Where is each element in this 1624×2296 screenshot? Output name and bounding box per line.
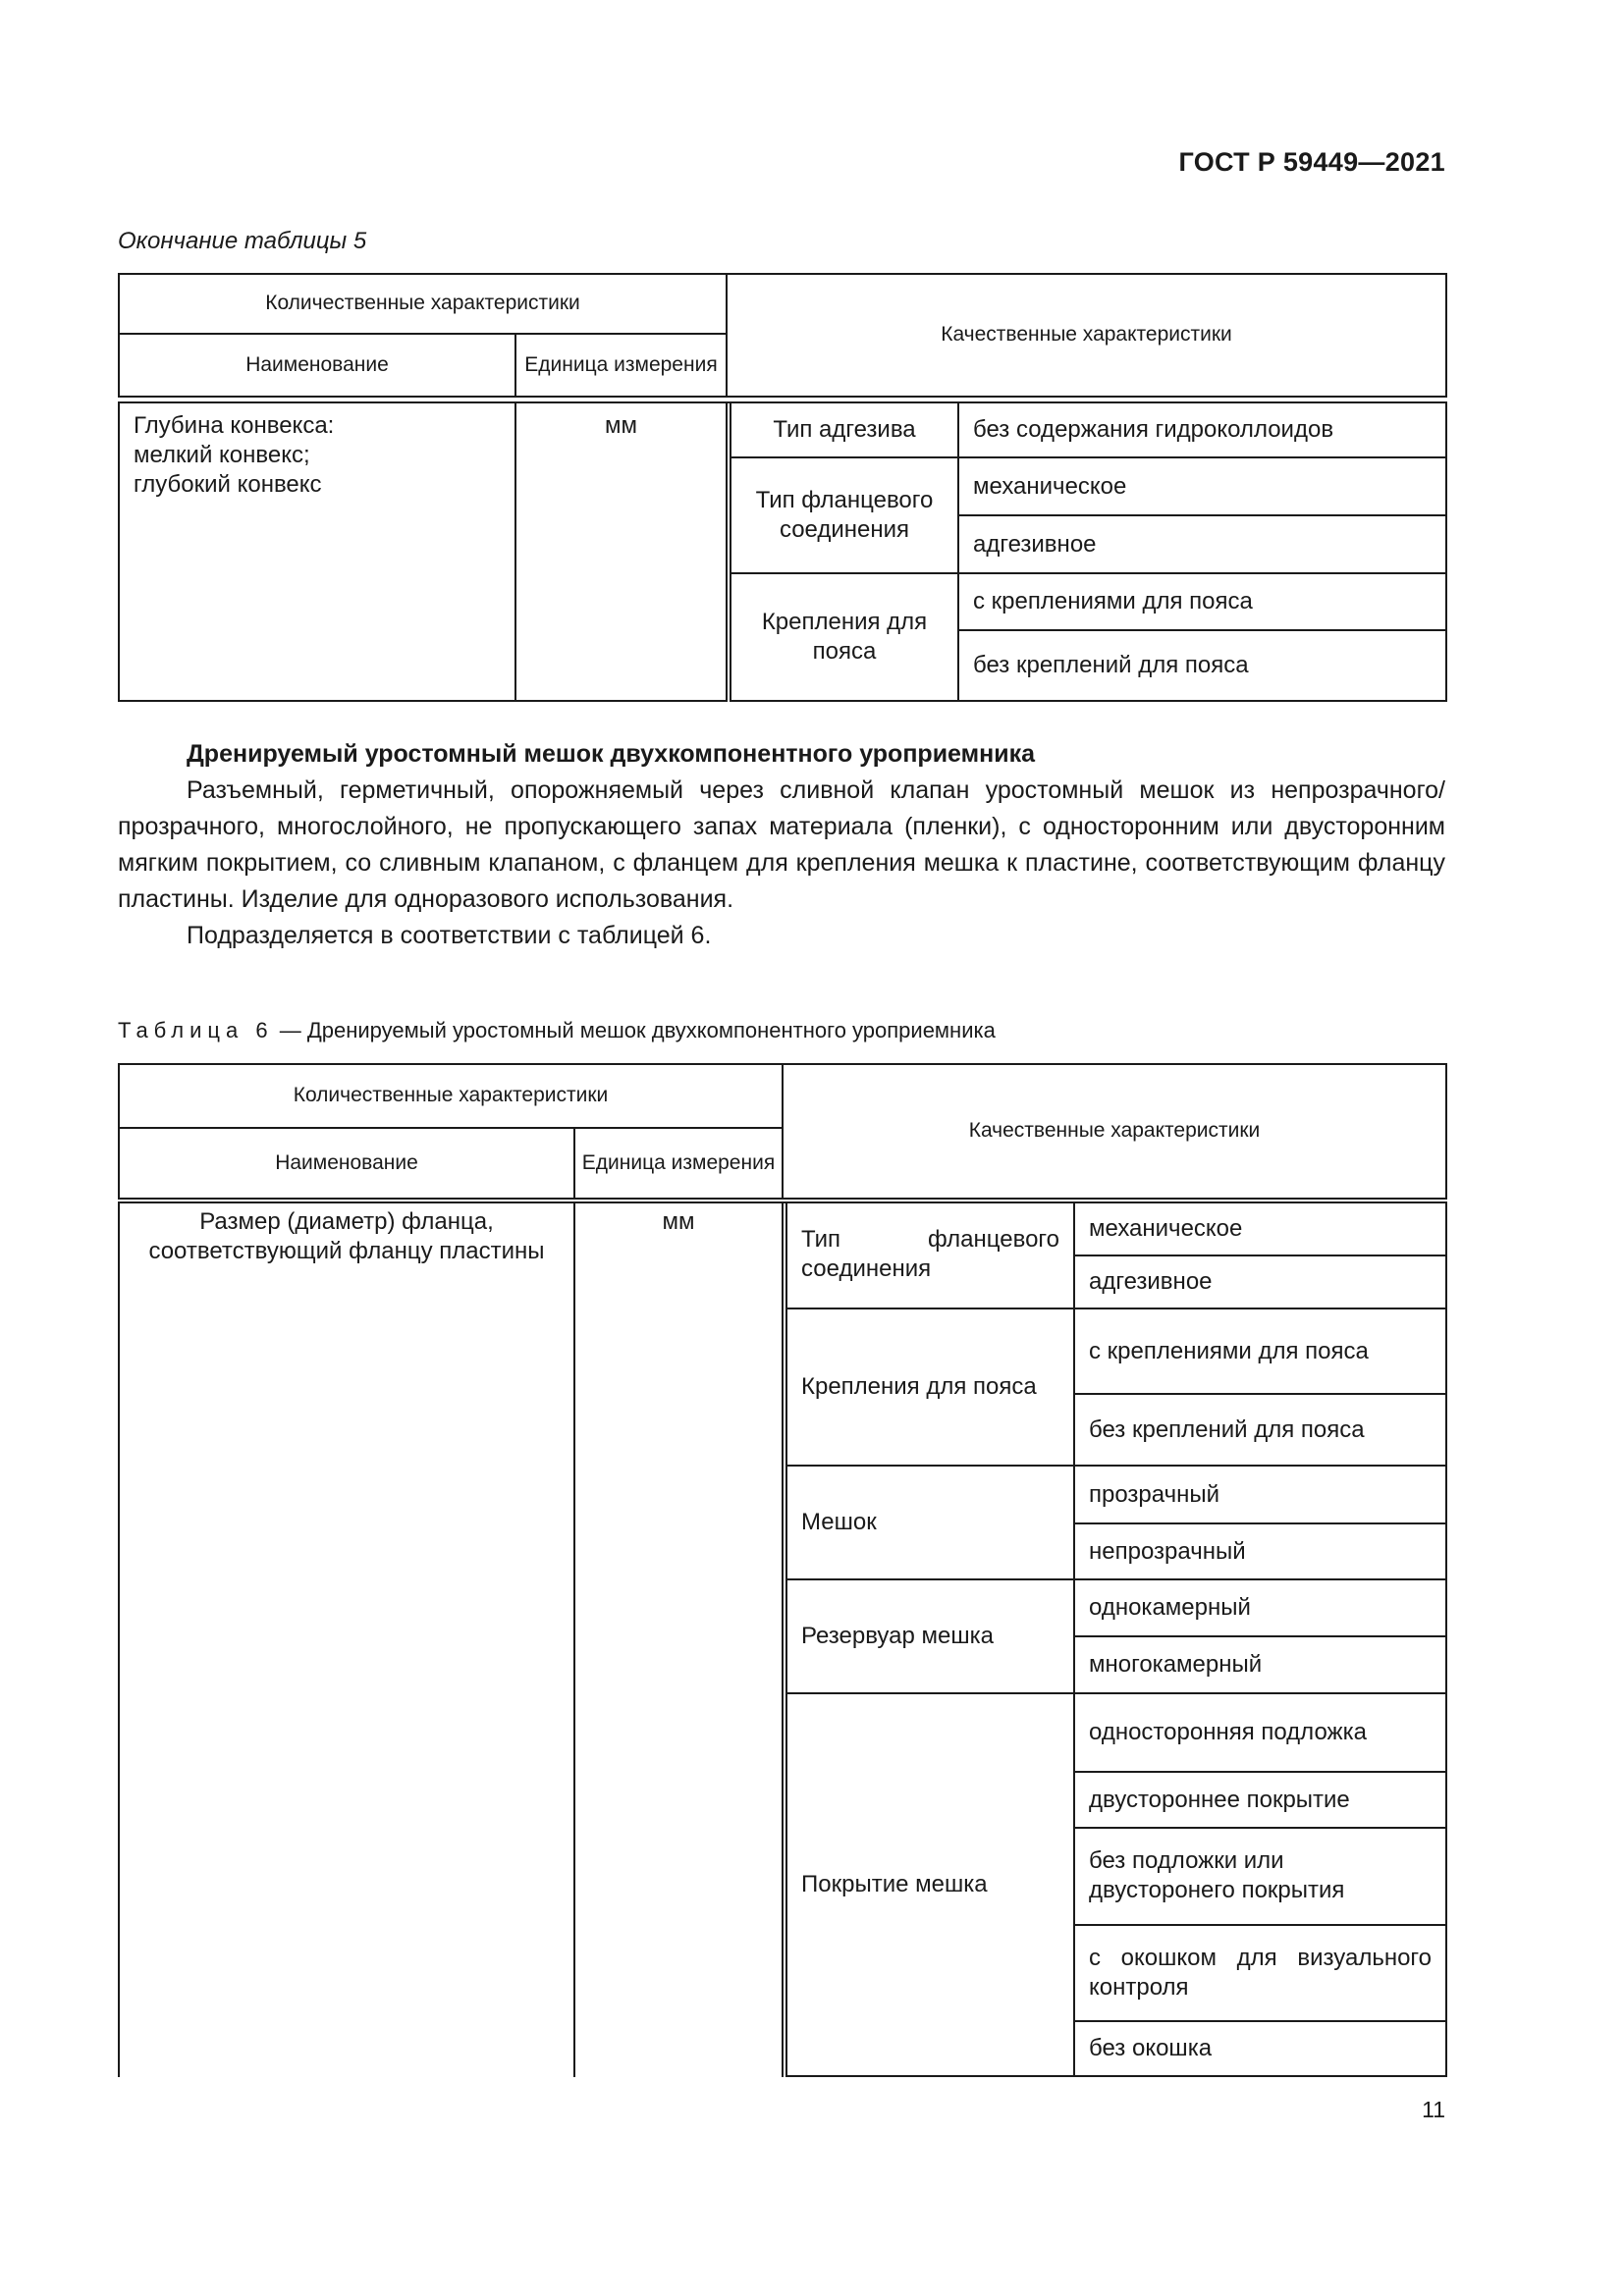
table6-unit-cell: мм xyxy=(662,1208,695,1235)
table6-header-qualitative: Качественные характеристики xyxy=(782,1063,1447,1200)
table6-value: без подложки или двусторонего покрытия xyxy=(1073,1827,1447,1926)
table6-group-label: Покрытие мешка xyxy=(785,1692,1075,2077)
section-subdivision: Подразделяется в соответствии с таблицей 6. xyxy=(187,922,712,949)
table5-header-qualitative: Качественные характеристики xyxy=(726,273,1447,398)
table5-name-cell xyxy=(118,401,516,702)
table5-group-label: Тип адгезива xyxy=(730,401,959,458)
table6-value: односторонняя подложка xyxy=(1073,1692,1447,1773)
table6-value: двустороннее покрытие xyxy=(1073,1771,1447,1829)
table6-group-label: Тип фланцевого соединения xyxy=(785,1201,1075,1309)
page-number: 11 xyxy=(1422,2097,1445,2122)
section-heading: Дренируемый уростомный мешок двухкомпонентного уроприемника xyxy=(187,740,1036,768)
table6-value: прозрачный xyxy=(1073,1465,1447,1524)
table5-value: без содержания гидроколлоидов xyxy=(957,401,1447,458)
table5-group-label: Крепления для пояса xyxy=(730,572,959,702)
table6-name-cell xyxy=(120,1207,573,1266)
table6-value: адгезивное xyxy=(1073,1255,1447,1309)
table6-header-name: Наименование xyxy=(118,1127,575,1200)
table5-value: без креплений для пояса xyxy=(957,629,1447,702)
document-code: ГОСТ Р 59449—2021 xyxy=(1178,147,1445,177)
table5-header-name: Наименование xyxy=(118,333,516,398)
section-paragraph: Разъемный, герметичный, опорожняемый через сливной клапан уростомный мешок из непрозрачного/прозрачного, многослойного, не пропускающего запах материала (пленки), с односторонним или двусторонним мягким покрытием, со сливным клапаном, с фланцем для крепления мешка к пластине, соответствующим фланцу пластины. Изделие для одноразового использования. xyxy=(118,776,1445,913)
table6-caption-title: — Дренируемый уростомный мешок двухкомпонентного уроприемника xyxy=(279,1018,996,1042)
table6-value: многокамерный xyxy=(1073,1635,1447,1694)
table6-header-unit: Единица измерения xyxy=(573,1127,784,1200)
table5-value: механическое xyxy=(957,456,1447,516)
table6-value: без окошка xyxy=(1073,2020,1447,2077)
table5-header-quantitative: Количественные характеристики xyxy=(118,273,728,335)
table5-value: адгезивное xyxy=(957,514,1447,574)
table5-name-line-3: глубокий конвекс xyxy=(134,471,322,498)
table6-caption xyxy=(118,1018,996,1043)
table6-group-label: Резервуар мешка xyxy=(785,1578,1075,1694)
table6-value: непрозрачный xyxy=(1073,1522,1447,1580)
table6-name-line-1: Размер (диаметр) фланца, xyxy=(199,1208,494,1235)
table5-continuation-caption: Окончание таблицы 5 xyxy=(118,228,367,254)
table6-value: без креплений для пояса xyxy=(1073,1393,1447,1467)
table5-name-line-1: Глубина конвекса: xyxy=(134,412,335,439)
table5-value: с креплениями для пояса xyxy=(957,572,1447,631)
table6-value: механическое xyxy=(1073,1201,1447,1256)
table6-value: с окошком для визуального контроля xyxy=(1073,1924,1447,2022)
table6-name-line-2: соответствующий фланцу пластины xyxy=(148,1238,545,1264)
table5-group-label: Тип фланцевого соединения xyxy=(730,456,959,574)
table5-name-line-2: мелкий конвекс; xyxy=(134,442,310,468)
table5-header-unit: Единица измерения xyxy=(514,333,728,398)
table6-value: однокамерный xyxy=(1073,1578,1447,1637)
table6-value: с креплениями для пояса xyxy=(1073,1308,1447,1395)
table6-caption-label: Таблица 6 xyxy=(118,1018,274,1042)
table6-group-label: Крепления для пояса xyxy=(785,1308,1075,1467)
table6-group-label: Мешок xyxy=(785,1465,1075,1580)
table6-header-quantitative: Количественные характеристики xyxy=(118,1063,784,1129)
table5-unit-cell: мм xyxy=(514,401,728,702)
